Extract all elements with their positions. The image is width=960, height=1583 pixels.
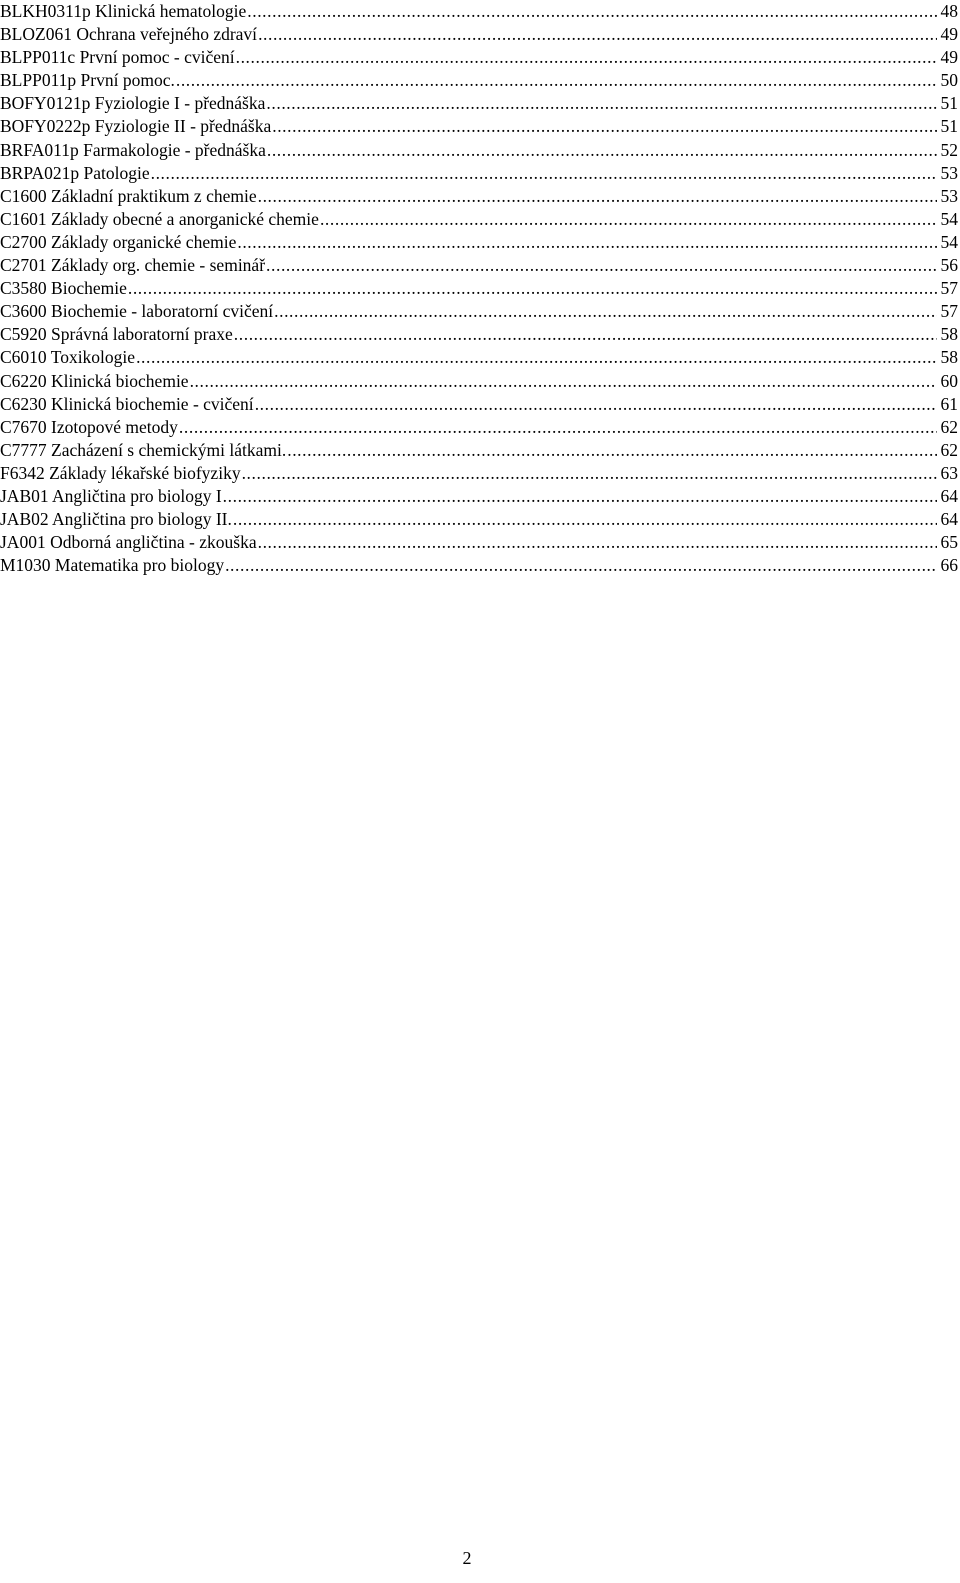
dot-leader bbox=[274, 300, 936, 323]
dot-leader bbox=[266, 254, 936, 277]
toc-entry[interactable] bbox=[0, 439, 960, 462]
toc-entry-page-number: 58 bbox=[940, 347, 958, 368]
toc-entry-page-number: 53 bbox=[940, 185, 958, 206]
dot-leader bbox=[266, 92, 936, 115]
toc-entry-title: C6220 Klinická biochemie bbox=[0, 370, 189, 391]
toc-entry-page-number: 60 bbox=[940, 370, 958, 391]
toc-entry-title: JA001 Odborná angličtina - zkouška bbox=[0, 532, 257, 553]
toc-entry[interactable] bbox=[0, 69, 960, 92]
dot-leader bbox=[151, 162, 937, 185]
dot-leader bbox=[234, 323, 937, 346]
toc-entry[interactable] bbox=[0, 92, 960, 115]
dot-leader bbox=[242, 462, 937, 485]
toc-entry-page-number: 49 bbox=[940, 24, 958, 45]
dot-leader bbox=[225, 554, 936, 577]
toc-entry-page-number: 64 bbox=[940, 509, 958, 530]
dot-leader bbox=[320, 208, 937, 231]
toc-entry-page-number: 49 bbox=[940, 47, 958, 68]
dot-leader bbox=[255, 393, 937, 416]
toc-entry-page-number: 56 bbox=[940, 255, 958, 276]
toc-entry-title: C1600 Základní praktikum z chemie bbox=[0, 185, 257, 206]
toc-entry[interactable] bbox=[0, 416, 960, 439]
dot-leader bbox=[258, 23, 936, 46]
toc-entry-page-number: 66 bbox=[940, 555, 958, 576]
toc-entry-title: F6342 Základy lékařské biofyziky bbox=[0, 462, 241, 483]
toc-entry[interactable] bbox=[0, 531, 960, 554]
toc-entry[interactable] bbox=[0, 277, 960, 300]
toc-entry[interactable] bbox=[0, 323, 960, 346]
toc-entry-title: C2700 Základy organické chemie bbox=[0, 231, 237, 252]
dot-leader bbox=[128, 277, 937, 300]
dot-leader bbox=[267, 139, 937, 162]
dot-leader bbox=[179, 416, 937, 439]
toc-entry-page-number: 58 bbox=[940, 324, 958, 345]
toc-entry-page-number: 51 bbox=[940, 116, 958, 137]
toc-entry[interactable] bbox=[0, 254, 960, 277]
dot-leader bbox=[287, 439, 936, 462]
dot-leader bbox=[237, 231, 936, 254]
dot-leader bbox=[236, 46, 937, 69]
dot-leader bbox=[223, 485, 937, 508]
toc-entry-title: C7670 Izotopové metody bbox=[0, 416, 178, 437]
toc-entry-title: M1030 Matematika pro biology bbox=[0, 555, 225, 576]
toc-entry-title: C7777 Zacházení s chemickými látkami. bbox=[0, 439, 287, 460]
toc-entry-page-number: 52 bbox=[940, 139, 958, 160]
dot-leader bbox=[272, 115, 936, 138]
toc-entry-title: C3600 Biochemie - laboratorní cvičení bbox=[0, 301, 274, 322]
toc-entry-title: BLKH0311p Klinická hematologie bbox=[0, 1, 247, 21]
toc-entry-page-number: 50 bbox=[940, 70, 958, 91]
toc-entry[interactable] bbox=[0, 46, 960, 69]
toc-entry-title: BOFY0222p Fyziologie II - přednáška bbox=[0, 116, 272, 137]
toc-entry[interactable] bbox=[0, 300, 960, 323]
dot-leader bbox=[190, 370, 937, 393]
toc-entry[interactable] bbox=[0, 370, 960, 393]
toc-entry-page-number: 57 bbox=[940, 301, 958, 322]
toc-entry[interactable] bbox=[0, 393, 960, 416]
dot-leader bbox=[136, 346, 936, 369]
toc-entry[interactable] bbox=[0, 185, 960, 208]
toc-entry-title: C6230 Klinická biochemie - cvičení bbox=[0, 393, 254, 414]
toc-entry-page-number: 62 bbox=[940, 416, 958, 437]
toc-entry-title: BRFA011p Farmakologie - přednáška bbox=[0, 139, 266, 160]
table-of-contents bbox=[0, 0, 960, 577]
dot-leader bbox=[258, 531, 937, 554]
toc-entry-page-number: 61 bbox=[940, 393, 958, 414]
toc-entry-title: C5920 Správná laboratorní praxe bbox=[0, 324, 233, 345]
toc-entry-title: C2701 Základy org. chemie - seminář bbox=[0, 255, 266, 276]
page-number: 2 bbox=[462, 1548, 472, 1568]
toc-entry-page-number: 53 bbox=[940, 162, 958, 183]
toc-entry[interactable] bbox=[0, 554, 960, 577]
toc-entry[interactable] bbox=[0, 346, 960, 369]
toc-entry-page-number: 54 bbox=[940, 208, 958, 229]
toc-entry[interactable] bbox=[0, 485, 960, 508]
toc-entry[interactable] bbox=[0, 162, 960, 185]
toc-entry-page-number: 51 bbox=[940, 93, 958, 114]
toc-entry[interactable] bbox=[0, 208, 960, 231]
toc-entry-title: BRPA021p Patologie bbox=[0, 162, 150, 183]
toc-entry[interactable] bbox=[0, 115, 960, 138]
toc-entry-page-number: 54 bbox=[940, 231, 958, 252]
toc-entry-page-number: 63 bbox=[940, 462, 958, 483]
dot-leader bbox=[258, 185, 937, 208]
toc-entry-page-number: 64 bbox=[940, 485, 958, 506]
dot-leader bbox=[233, 508, 937, 531]
dot-leader bbox=[176, 69, 937, 92]
toc-entry-title: C6010 Toxikologie bbox=[0, 347, 136, 368]
toc-entry-title: BLPP011p První pomoc. bbox=[0, 70, 175, 91]
toc-entry-page-number: 57 bbox=[940, 278, 958, 299]
toc-entry-page-number: 48 bbox=[940, 1, 958, 21]
dot-leader bbox=[247, 0, 936, 23]
toc-entry-page-number: 65 bbox=[940, 532, 958, 553]
toc-entry-page-number: 62 bbox=[940, 439, 958, 460]
toc-entry[interactable] bbox=[0, 231, 960, 254]
toc-entry[interactable] bbox=[0, 462, 960, 485]
toc-entry-title: C3580 Biochemie bbox=[0, 278, 127, 299]
toc-entry[interactable] bbox=[0, 139, 960, 162]
toc-entry[interactable] bbox=[0, 0, 960, 23]
toc-entry[interactable] bbox=[0, 508, 960, 531]
toc-entry-title: BOFY0121p Fyziologie I - přednáška bbox=[0, 93, 266, 114]
toc-entry-title: JAB02 Angličtina pro biology II. bbox=[0, 509, 232, 530]
toc-entry-title: BLPP011c První pomoc - cvičení bbox=[0, 47, 235, 68]
toc-entry-title: BLOZ061 Ochrana veřejného zdraví bbox=[0, 24, 258, 45]
toc-entry-title: JAB01 Angličtina pro biology I bbox=[0, 485, 222, 506]
toc-entry[interactable] bbox=[0, 23, 960, 46]
toc-entry-title: C1601 Základy obecné a anorganické chemie bbox=[0, 208, 319, 229]
